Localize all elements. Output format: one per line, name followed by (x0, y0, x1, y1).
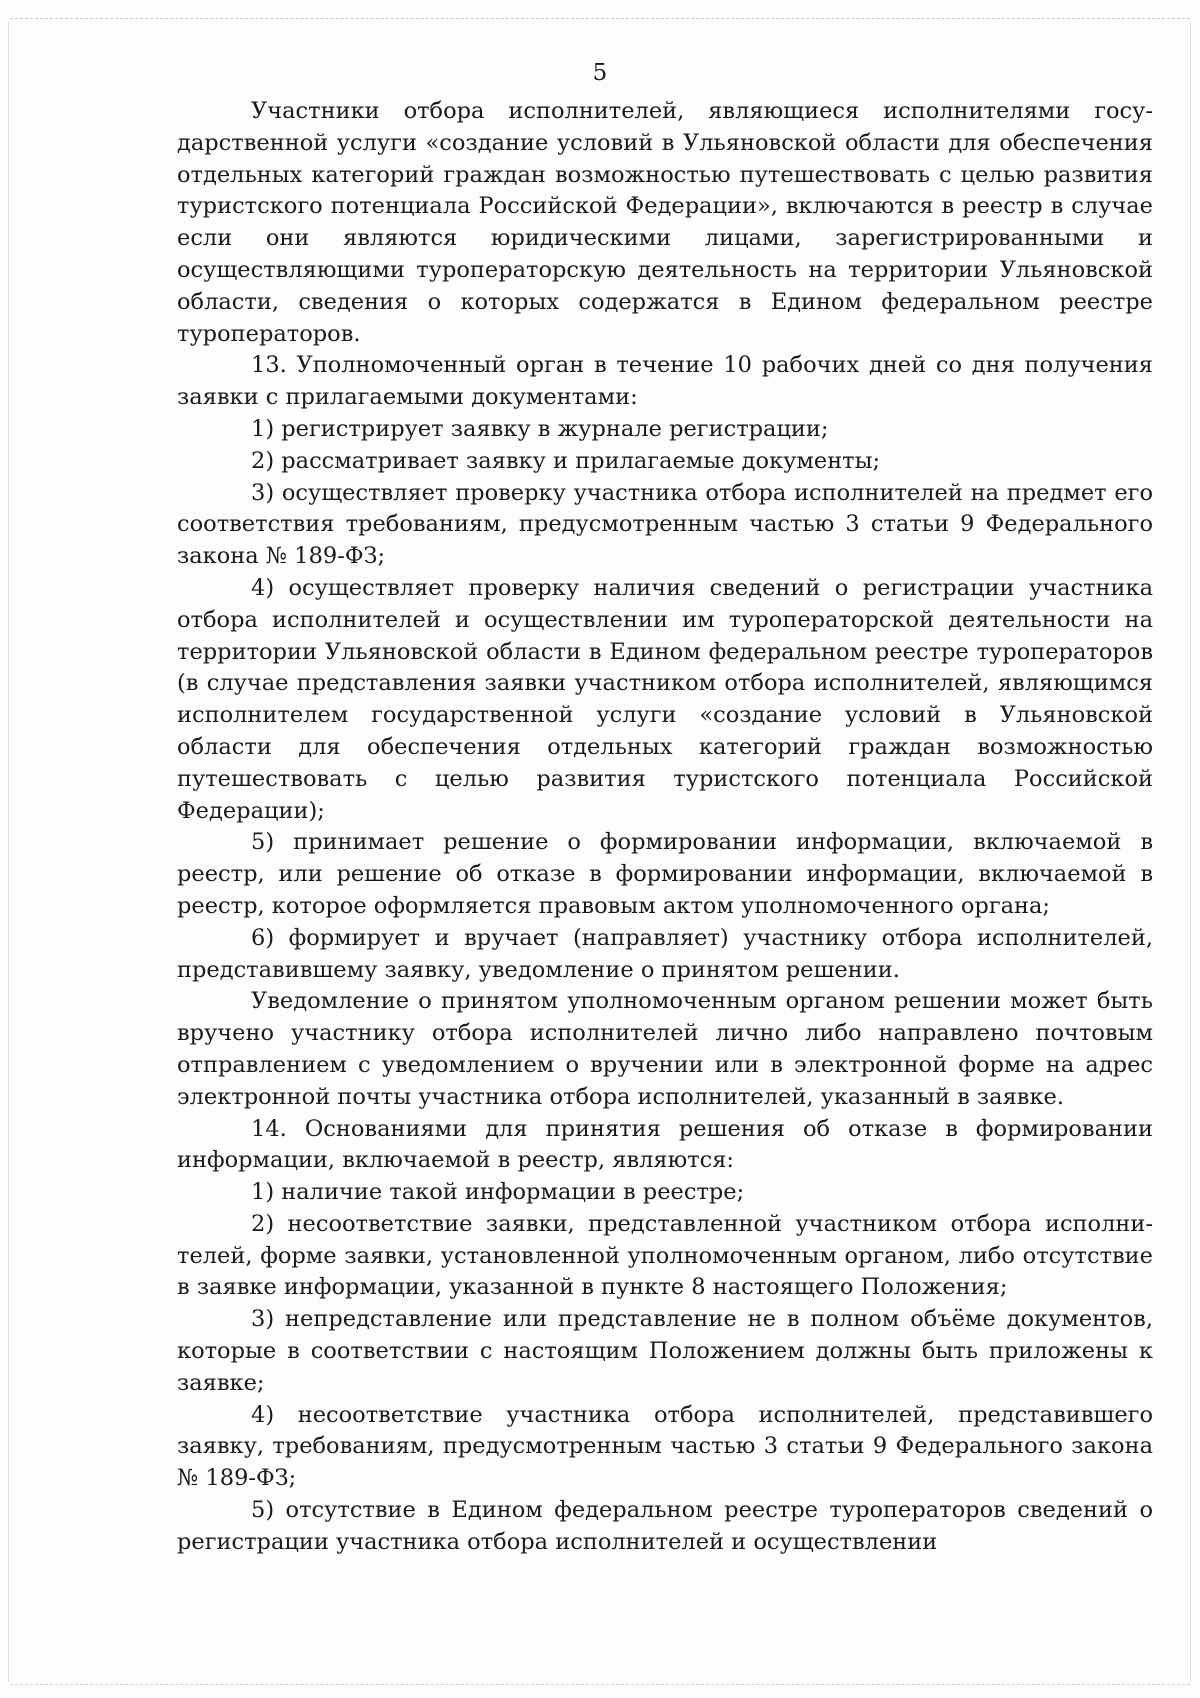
paragraph-notification: Уведомление о принятом уполномоченным органом решении может быть вручено участнику отбора исполнителей лично либо направлено почтовым отправлением с уведомлением о вручении или в электронной форме на адрес электронной почты участника отбора исполнителей, указанный в заявке. (177, 988, 1153, 1110)
paragraph-14-sub-5: 5) отсутствие в Едином федеральном реестре туроператоров сведений о регистрации участника отбора исполнителей и осуществлении (177, 1497, 1153, 1555)
scan-edge-top (10, 18, 1190, 19)
document-body (177, 96, 1153, 1559)
paragraph-registry-inclusion: Участники отбора исполнителей, являющиеся исполнителями государственной услуги «создание условий в Ульяновской области для обеспечения отдельных категорий граждан возможностью путешествовать с целью развития туристского потенциала Российской Федерации», включаются в реестр в случае если они являются юридическими лицами, зарегистрированными и осуществляющими туроператорскую деятельность на территории Ульяновской области, сведения о которых содержатся в Едином федеральном реестре туроператоров. (177, 98, 1153, 347)
paragraph-item-13: 13. Уполномоченный орган в течение 10 рабочих дней со дня получения заявки с прилагаемыми документами: (177, 352, 1153, 411)
page-number: 5 (592, 60, 608, 86)
paragraph-13-sub-2: 2) рассматривает заявку и прилагаемые документы; (251, 447, 881, 474)
paragraph-13-sub-6: 6) формирует и вручает (направляет) участнику отбора исполнителей, представившему заявку, уведомление о принятом решении. (177, 924, 1153, 983)
paragraph-14-sub-2: 2) несоответствие заявки, представленной участником отбора исполнителей, форме заявки, установленной уполномоченным органом, либо отсутствие в заявке информации, указанной в пункте 8 настоящего Положения; (177, 1210, 1153, 1301)
paragraph-13-sub-3: 3) осуществляет проверку участника отбора исполнителей на предмет его соответствия требованиям, предусмотренным частью 3 статьи 9 Федерального закона № 189-ФЗ; (177, 479, 1153, 570)
paragraph-item-14: 14. Основаниями для принятия решения об отказе в формировании информации, включаемой в реестр, являются: (177, 1115, 1153, 1174)
paragraph-13-sub-5: 5) принимает решение о формировании информации, включаемой в реестр, или решение об отказе в формировании информации, включаемой в реестр, которое оформляется правовым актом уполномоченного органа; (177, 829, 1153, 919)
scan-edge-bottom (10, 1684, 1190, 1685)
paragraph-13-sub-1: 1) регистрирует заявку в журнале регистрации; (251, 415, 829, 442)
paragraph-14-sub-1: 1) наличие такой информации в реестре; (251, 1179, 745, 1206)
paragraph-14-sub-3: 3) непредставление или представление не в полном объёме документов, которые в соответствии с настоящим Положением должны быть приложены к заявке; (177, 1306, 1153, 1396)
scan-edge-left (8, 22, 9, 1682)
paragraph-14-sub-4: 4) несоответствие участника отбора исполнителей, представившего заявку, требованиям, предусмотренным частью 3 статьи 9 Федерального закона № 189-ФЗ; (177, 1401, 1153, 1492)
scan-edge-right (1190, 22, 1191, 1682)
paragraph-13-sub-4: 4) осуществляет проверку наличия сведений о регистрации участника отбора исполнителей и осуществлении им туроператорской деятельности на территории Ульяновской области в Едином федеральном реестре туроператоров (в случае представления заявки участником отбора исполнителей, являющимся исполнителем государственной услуги «создание условий в Ульяновской области для обеспечения отдельных категорий граждан возможностью путешествовать с целью развития туристского потенциала Российской Федерации); (177, 574, 1153, 824)
